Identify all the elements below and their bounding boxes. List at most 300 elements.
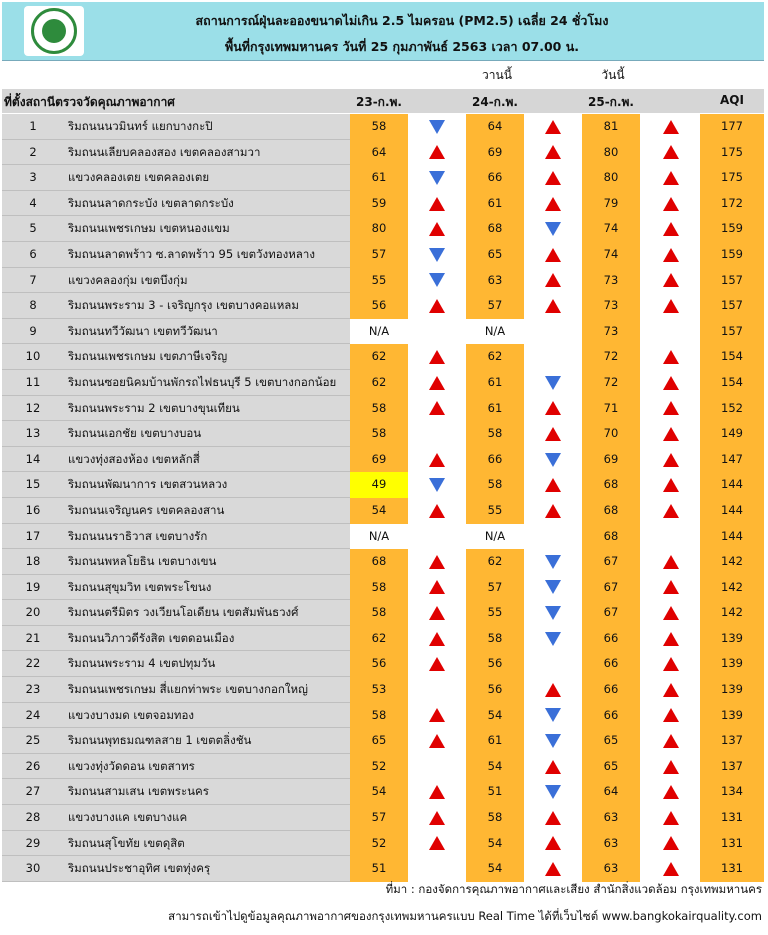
trend-down-icon xyxy=(545,222,561,236)
table-row xyxy=(2,140,764,166)
pm25-value-day2: 68 xyxy=(466,216,524,242)
station-column-header: ที่ตั้งสถานีตรวจวัดคุณภาพอากาศ xyxy=(4,95,175,109)
trend-day3 xyxy=(642,447,700,473)
table-row xyxy=(2,703,764,729)
trend-up-icon xyxy=(663,606,679,620)
column-header xyxy=(2,89,764,113)
pm25-value-day1: 58 xyxy=(350,396,408,422)
table-row xyxy=(2,370,764,396)
aqi-value: 157 xyxy=(700,319,764,345)
trend-day3 xyxy=(642,319,700,345)
trend-day2 xyxy=(524,498,582,524)
pm25-value-day3: 80 xyxy=(582,140,640,166)
trend-up-icon xyxy=(429,836,445,850)
pm25-value-day1: 56 xyxy=(350,651,408,677)
pm25-value-day3: 74 xyxy=(582,242,640,268)
trend-up-icon xyxy=(545,427,561,441)
aqi-value: 144 xyxy=(700,498,764,524)
trend-up-icon xyxy=(663,478,679,492)
pm25-value-day1: 58 xyxy=(350,575,408,601)
report-header xyxy=(2,2,764,61)
table-row xyxy=(2,216,764,242)
station-name: ริมถนนพระราม 4 เขตปทุมวัน xyxy=(64,651,350,677)
trend-day3 xyxy=(642,268,700,294)
aqi-value: 139 xyxy=(700,677,764,703)
pm25-value-day1: 58 xyxy=(350,703,408,729)
station-number: 5 xyxy=(2,216,64,242)
trend-day2 xyxy=(524,728,582,754)
pm25-value-day2: 58 xyxy=(466,421,524,447)
trend-up-icon xyxy=(545,120,561,134)
report-title: สถานการณ์ฝุ่นละอองขนาดไม่เกิน 2.5 ไมครอน (PM2.5) เฉลี่ย 24 ชั่วโมง xyxy=(195,13,609,28)
pm25-value-day3: 73 xyxy=(582,293,640,319)
station-number: 25 xyxy=(2,728,64,754)
trend-up-icon xyxy=(663,376,679,390)
trend-day3 xyxy=(642,575,700,601)
trend-day3 xyxy=(642,779,700,805)
trend-day2 xyxy=(524,779,582,805)
trend-up-icon xyxy=(545,836,561,850)
trend-day2 xyxy=(524,677,582,703)
trend-up-icon xyxy=(545,248,561,262)
table-row xyxy=(2,754,764,780)
trend-up-icon xyxy=(429,504,445,518)
pm25-value-day3: 67 xyxy=(582,575,640,601)
pm25-value-day2: 61 xyxy=(466,370,524,396)
trend-down-icon xyxy=(545,580,561,594)
trend-day1 xyxy=(408,114,466,140)
bangkok-seal-logo xyxy=(24,6,84,56)
trend-day1 xyxy=(408,677,466,703)
trend-day3 xyxy=(642,677,700,703)
trend-day1 xyxy=(408,293,466,319)
station-name: ริมถนนเอกชัย เขตบางบอน xyxy=(64,421,350,447)
trend-up-icon xyxy=(663,350,679,364)
pm25-value-day2: 54 xyxy=(466,856,524,882)
trend-day1 xyxy=(408,651,466,677)
station-name: ริมถนนเลียบคลองสอง เขตคลองสามวา xyxy=(64,140,350,166)
table-row xyxy=(2,524,764,550)
trend-day3 xyxy=(642,472,700,498)
trend-day1 xyxy=(408,549,466,575)
trend-up-icon xyxy=(429,453,445,467)
station-number: 3 xyxy=(2,165,64,191)
table-row xyxy=(2,242,764,268)
trend-day3 xyxy=(642,831,700,857)
trend-day3 xyxy=(642,421,700,447)
table-row xyxy=(2,728,764,754)
row-divider xyxy=(2,881,350,882)
pm25-value-day2: 58 xyxy=(466,472,524,498)
trend-day3 xyxy=(642,191,700,217)
pm25-value-day3: 72 xyxy=(582,370,640,396)
aqi-value: 139 xyxy=(700,651,764,677)
trend-day3 xyxy=(642,600,700,626)
station-name: ริมถนนทวีวัฒนา เขตทวีวัฒนา xyxy=(64,319,350,345)
trend-up-icon xyxy=(663,504,679,518)
pm25-value-day2: 54 xyxy=(466,754,524,780)
pm25-value-day3: 68 xyxy=(582,524,640,550)
pm25-value-day2: 66 xyxy=(466,447,524,473)
aqi-value: 137 xyxy=(700,754,764,780)
trend-day1 xyxy=(408,626,466,652)
trend-day2 xyxy=(524,396,582,422)
pm25-value-day1: 58 xyxy=(350,114,408,140)
table-row xyxy=(2,191,764,217)
aqi-value: 139 xyxy=(700,626,764,652)
trend-day3 xyxy=(642,651,700,677)
trend-day1 xyxy=(408,498,466,524)
station-name: ริมถนนพหลโยธิน เขตบางเขน xyxy=(64,549,350,575)
trend-up-icon xyxy=(429,632,445,646)
table-row xyxy=(2,575,764,601)
pm25-value-day2: 69 xyxy=(466,140,524,166)
pm25-value-day1: 65 xyxy=(350,728,408,754)
trend-day3 xyxy=(642,242,700,268)
trend-up-icon xyxy=(429,785,445,799)
station-name: ริมถนนพัฒนาการ เขตสวนหลวง xyxy=(64,472,350,498)
aqi-value: 172 xyxy=(700,191,764,217)
trend-up-icon xyxy=(545,862,561,876)
pm25-value-day1: 52 xyxy=(350,831,408,857)
aqi-value: 147 xyxy=(700,447,764,473)
pm25-value-day1: 58 xyxy=(350,421,408,447)
trend-up-icon xyxy=(663,785,679,799)
trend-up-icon xyxy=(429,350,445,364)
trend-up-icon xyxy=(663,222,679,236)
table-row xyxy=(2,498,764,524)
pm25-value-day1: 62 xyxy=(350,626,408,652)
aqi-value: 142 xyxy=(700,600,764,626)
trend-day2 xyxy=(524,421,582,447)
trend-day1 xyxy=(408,370,466,396)
station-number: 2 xyxy=(2,140,64,166)
trend-day1 xyxy=(408,140,466,166)
aqi-value: 154 xyxy=(700,344,764,370)
trend-day1 xyxy=(408,754,466,780)
pm25-value-day1: 51 xyxy=(350,856,408,882)
station-name: ริมถนนลาดพร้าว ซ.ลาดพร้าว 95 เขตวังทองหลาง xyxy=(64,242,350,268)
station-number: 23 xyxy=(2,677,64,703)
pm25-value-day1: 62 xyxy=(350,370,408,396)
pm25-value-day1: 49 xyxy=(350,472,408,498)
trend-day1 xyxy=(408,703,466,729)
pm25-value-day3: 71 xyxy=(582,396,640,422)
table-row xyxy=(2,600,764,626)
station-name: ริมถนนพระราม 3 - เจริญกรุง เขตบางคอแหลม xyxy=(64,293,350,319)
trend-up-icon xyxy=(429,222,445,236)
trend-down-icon xyxy=(545,708,561,722)
pm25-value-day3: 65 xyxy=(582,754,640,780)
table-row xyxy=(2,165,764,191)
date3-column-header: 25-ก.พ. xyxy=(588,95,634,109)
trend-up-icon xyxy=(545,145,561,159)
trend-up-icon xyxy=(429,657,445,671)
table-row xyxy=(2,421,764,447)
trend-day3 xyxy=(642,728,700,754)
station-number: 29 xyxy=(2,831,64,857)
station-number: 11 xyxy=(2,370,64,396)
trend-day3 xyxy=(642,140,700,166)
trend-day1 xyxy=(408,447,466,473)
trend-up-icon xyxy=(545,401,561,415)
trend-day1 xyxy=(408,421,466,447)
table-row xyxy=(2,805,764,831)
trend-up-icon xyxy=(545,478,561,492)
trend-day1 xyxy=(408,600,466,626)
pm25-value-day2: 61 xyxy=(466,728,524,754)
station-name: แขวงบางมด เขตจอมทอง xyxy=(64,703,350,729)
trend-day2 xyxy=(524,831,582,857)
pm25-value-day3: 63 xyxy=(582,856,640,882)
pm25-value-day3: 68 xyxy=(582,498,640,524)
trend-up-icon xyxy=(663,145,679,159)
pm25-value-day2: 55 xyxy=(466,600,524,626)
trend-day2 xyxy=(524,575,582,601)
trend-up-icon xyxy=(663,299,679,313)
trend-day2 xyxy=(524,191,582,217)
pm25-value-day1: 54 xyxy=(350,498,408,524)
station-number: 20 xyxy=(2,600,64,626)
pm25-value-day3: 68 xyxy=(582,472,640,498)
station-number: 18 xyxy=(2,549,64,575)
aqi-value: 154 xyxy=(700,370,764,396)
trend-day2 xyxy=(524,370,582,396)
table-row xyxy=(2,293,764,319)
pm25-value-day2: 51 xyxy=(466,779,524,805)
source-note: ที่มา : กองจัดการคุณภาพอากาศและเสียง สำนักสิ่งแวดล้อม กรุงเทพมหานคร xyxy=(385,882,762,896)
today-label: วันนี้ xyxy=(601,68,625,82)
pm25-value-day1: N/A xyxy=(350,319,408,345)
aqi-value: 157 xyxy=(700,293,764,319)
trend-day1 xyxy=(408,242,466,268)
pm25-value-day3: 81 xyxy=(582,114,640,140)
station-name: ริมถนนเพชรเกษม สี่แยกท่าพระ เขตบางกอกใหญ่ xyxy=(64,677,350,703)
trend-up-icon xyxy=(663,657,679,671)
pm25-value-day3: 69 xyxy=(582,447,640,473)
trend-down-icon xyxy=(429,171,445,185)
pm25-value-day2: N/A xyxy=(466,524,524,550)
pm25-value-day3: 66 xyxy=(582,703,640,729)
trend-day3 xyxy=(642,344,700,370)
aqi-value: 175 xyxy=(700,140,764,166)
trend-up-icon xyxy=(663,453,679,467)
trend-down-icon xyxy=(545,453,561,467)
trend-day3 xyxy=(642,370,700,396)
table-row xyxy=(2,447,764,473)
pm25-value-day2: 66 xyxy=(466,165,524,191)
table-row xyxy=(2,856,764,882)
pm25-value-day2: 64 xyxy=(466,114,524,140)
trend-day1 xyxy=(408,344,466,370)
station-number: 9 xyxy=(2,319,64,345)
trend-day3 xyxy=(642,293,700,319)
pm25-value-day1: 69 xyxy=(350,447,408,473)
trend-up-icon xyxy=(429,197,445,211)
trend-up-icon xyxy=(663,836,679,850)
trend-up-icon xyxy=(663,171,679,185)
trend-down-icon xyxy=(545,734,561,748)
trend-day2 xyxy=(524,447,582,473)
pm25-value-day1: 61 xyxy=(350,165,408,191)
aqi-value: 142 xyxy=(700,549,764,575)
trend-up-icon xyxy=(429,145,445,159)
trend-day3 xyxy=(642,754,700,780)
yesterday-label: วานนี้ xyxy=(482,68,512,82)
trend-day3 xyxy=(642,524,700,550)
station-number: 1 xyxy=(2,114,64,140)
station-name: ริมถนนตรีมิตร วงเวียนโอเดียน เขตสัมพันธวงศ์ xyxy=(64,600,350,626)
trend-up-icon xyxy=(545,504,561,518)
station-name: ริมถนนเพชรเกษม เขตหนองแขม xyxy=(64,216,350,242)
trend-up-icon xyxy=(663,580,679,594)
station-name: ริมถนนวิภาวดีรังสิต เขตดอนเมือง xyxy=(64,626,350,652)
pm25-value-day1: 53 xyxy=(350,677,408,703)
trend-down-icon xyxy=(545,555,561,569)
pm25-value-day2: 57 xyxy=(466,575,524,601)
pm25-value-day2: 56 xyxy=(466,651,524,677)
trend-day2 xyxy=(524,140,582,166)
station-number: 17 xyxy=(2,524,64,550)
station-number: 7 xyxy=(2,268,64,294)
trend-day2 xyxy=(524,651,582,677)
trend-day3 xyxy=(642,856,700,882)
trend-up-icon xyxy=(663,197,679,211)
aqi-value: 131 xyxy=(700,805,764,831)
pm25-value-day3: 63 xyxy=(582,805,640,831)
aqi-value: 134 xyxy=(700,779,764,805)
station-number: 4 xyxy=(2,191,64,217)
pm25-value-day3: 73 xyxy=(582,319,640,345)
pm25-value-day2: 58 xyxy=(466,626,524,652)
trend-up-icon xyxy=(545,760,561,774)
website-note: สามารถเข้าไปดูข้อมูลคุณภาพอากาศของกรุงเทพมหานครแบบ Real Time ได้ที่เว็บไซต์ www.bangkokairquality.com xyxy=(168,909,762,923)
trend-up-icon xyxy=(663,273,679,287)
pm25-value-day2: 58 xyxy=(466,805,524,831)
trend-up-icon xyxy=(429,299,445,313)
trend-day3 xyxy=(642,498,700,524)
aqi-value: 177 xyxy=(700,114,764,140)
trend-up-icon xyxy=(429,401,445,415)
station-number: 12 xyxy=(2,396,64,422)
station-number: 27 xyxy=(2,779,64,805)
pm25-value-day2: 63 xyxy=(466,268,524,294)
trend-up-icon xyxy=(663,683,679,697)
pm25-value-day1: 58 xyxy=(350,600,408,626)
trend-up-icon xyxy=(429,555,445,569)
trend-day2 xyxy=(524,856,582,882)
pm25-value-day3: 66 xyxy=(582,677,640,703)
date1-column-header: 23-ก.พ. xyxy=(356,95,402,109)
station-name: ริมถนนสามเสน เขตพระนคร xyxy=(64,779,350,805)
trend-day2 xyxy=(524,524,582,550)
station-number: 22 xyxy=(2,651,64,677)
trend-day2 xyxy=(524,549,582,575)
trend-day2 xyxy=(524,165,582,191)
pm25-value-day1: 57 xyxy=(350,242,408,268)
station-number: 30 xyxy=(2,856,64,882)
pm25-value-day3: 72 xyxy=(582,344,640,370)
table-row xyxy=(2,344,764,370)
pm25-value-day3: 80 xyxy=(582,165,640,191)
trend-up-icon xyxy=(663,248,679,262)
pm25-value-day3: 70 xyxy=(582,421,640,447)
day-labels xyxy=(0,62,768,86)
pm25-value-day3: 67 xyxy=(582,549,640,575)
pm25-value-day1: 64 xyxy=(350,140,408,166)
trend-up-icon xyxy=(429,811,445,825)
trend-up-icon xyxy=(663,120,679,134)
trend-day1 xyxy=(408,396,466,422)
table-row xyxy=(2,549,764,575)
date2-column-header: 24-ก.พ. xyxy=(472,95,518,109)
station-name: แขวงคลองเตย เขตคลองเตย xyxy=(64,165,350,191)
trend-day2 xyxy=(524,268,582,294)
station-name: ริมถนนสุโขทัย เขตดุสิต xyxy=(64,831,350,857)
trend-day1 xyxy=(408,472,466,498)
trend-day2 xyxy=(524,626,582,652)
aqi-value: 175 xyxy=(700,165,764,191)
trend-up-icon xyxy=(663,862,679,876)
station-name: แขวงทุ่งวัดดอน เขตสาทร xyxy=(64,754,350,780)
aqi-value: 144 xyxy=(700,472,764,498)
table-row xyxy=(2,472,764,498)
aqi-value: 131 xyxy=(700,856,764,882)
trend-day3 xyxy=(642,626,700,652)
pm25-value-day3: 66 xyxy=(582,651,640,677)
table-row xyxy=(2,319,764,345)
station-number: 16 xyxy=(2,498,64,524)
trend-up-icon xyxy=(545,171,561,185)
station-name: ริมถนนนวมินทร์ แยกบางกะปิ xyxy=(64,114,350,140)
station-number: 10 xyxy=(2,344,64,370)
trend-day1 xyxy=(408,524,466,550)
station-name: ริมถนนพุทธมณฑลสาย 1 เขตตลิ่งชัน xyxy=(64,728,350,754)
table-row xyxy=(2,268,764,294)
trend-down-icon xyxy=(545,632,561,646)
aqi-value: 157 xyxy=(700,268,764,294)
trend-day2 xyxy=(524,293,582,319)
pm25-value-day3: 65 xyxy=(582,728,640,754)
trend-day1 xyxy=(408,805,466,831)
trend-up-icon xyxy=(545,811,561,825)
station-number: 8 xyxy=(2,293,64,319)
trend-day1 xyxy=(408,191,466,217)
trend-day3 xyxy=(642,703,700,729)
station-name: ริมถนนเจริญนคร เขตคลองสาน xyxy=(64,498,350,524)
station-table xyxy=(2,114,764,882)
pm25-value-day1: 52 xyxy=(350,754,408,780)
station-name: ริมถนนประชาอุทิศ เขตทุ่งครุ xyxy=(64,856,350,882)
pm25-value-day2: 54 xyxy=(466,831,524,857)
station-number: 15 xyxy=(2,472,64,498)
trend-day2 xyxy=(524,754,582,780)
station-name: ริมถนนสุขุมวิท เขตพระโขนง xyxy=(64,575,350,601)
trend-day2 xyxy=(524,600,582,626)
table-row xyxy=(2,651,764,677)
trend-day2 xyxy=(524,216,582,242)
aqi-value: 159 xyxy=(700,216,764,242)
report-subtitle: พื้นที่กรุงเทพมหานคร วันที่ 25 กุมภาพันธ์ 2563 เวลา 07.00 น. xyxy=(224,39,580,54)
station-name: ริมถนนลาดกระบัง เขตลาดกระบัง xyxy=(64,191,350,217)
pm25-value-day3: 64 xyxy=(582,779,640,805)
pm25-value-day2: 57 xyxy=(466,293,524,319)
trend-day2 xyxy=(524,242,582,268)
station-name: แขวงทุ่งสองห้อง เขตหลักสี่ xyxy=(64,447,350,473)
trend-down-icon xyxy=(429,478,445,492)
trend-day2 xyxy=(524,319,582,345)
station-name: ริมถนนนราธิวาส เขตบางรัก xyxy=(64,524,350,550)
